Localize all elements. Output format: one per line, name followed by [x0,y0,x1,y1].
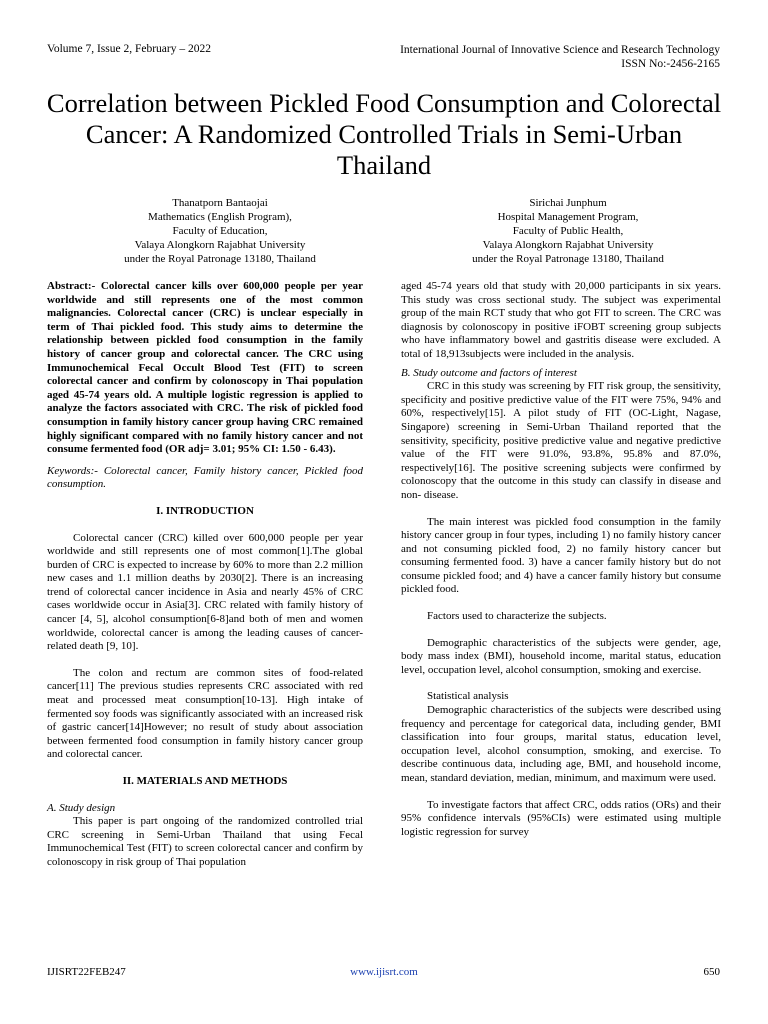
author-name: Sirichai Junphum [529,197,607,209]
investigate-paragraph: To investigate factors that affect CRC, odds ratios (ORs) and their 95% confidence intervals (95%CIs) were estimated using multiple logistic regression for survey [401,798,721,838]
author-block-1 [70,196,370,266]
author-university: Valaya Alongkorn Rajabhat University [482,239,654,251]
abstract: Abstract:- Colorectal cancer kills over 600,000 people per year worldwide and still represents one of the most common malignancies. Colorectal cancer (CRC) is unclear especially in term of Thai pickled food. This study aims to determine the relationship between pickled food consumption in the family history of cancer group and colorectal cancer. The CRC using Immunochemical Fecal Occult Blood Test (FIT) to screen colorectal cancer and confirm by colonoscopy in Thai population aged 45-74 years old. A multiple logistic regression is applied to analyze the factors associated with CRC. The risk of pickled food consumption in family history cancer group having CRC remained highly significant compared with no family history cancer and not consume fermented food (OR adj= 3.01; 95% CI: 1.50 - 6.43). [47,280,363,456]
subsection-heading-outcome: B. Study outcome and factors of interest [401,366,577,379]
intro-paragraph-2: The colon and rectum are common sites of food-related cancer[11] The previous studies represents CRC associated with red meat and processed meat consumption[10-13]. High intake of fermented soy foods was significantly associated with an increased risk of gastric cancer[14]However; no result of study about association between fermented food consumption in family history cancer group and colorectal cancer. [47,666,363,761]
author-university: Valaya Alongkorn Rajabhat University [134,239,306,251]
interest-paragraph: The main interest was pickled food consumption in the family history cancer group in four types, including 1) no family history cancer and not consuming pickled food, 2) no family history cancer but consuming fermented food. 3) have a cancer family history but do not consume pickled food; and 4) have a cancer family history but consume pickled food. [401,515,721,596]
journal-header [400,43,720,71]
subsection-heading-study-design: A. Study design [47,801,116,814]
author-name: Thanatporn Bantaojai [172,197,268,209]
statistical-analysis-label: Statistical analysis [427,690,509,703]
participants-paragraph: aged 45-74 years old that study with 20,000 participants in six years. This study was cross sectional study. The subject was experimental group of the main RCT study that who got FIT to screen. The CRC was diagnosis by colonoscopy in positive iFOBT screening group subjects who have inflammatory bowel and gastritis disease were excluded. A total of 18,913subjects were included in the analysis. [401,280,721,360]
outcome-paragraph: CRC in this study was screening by FIT risk group, the sensitivity, specificity and positive predictive value of the FIT were 75%, 94% and 60%, respectively[15]. A pilot study of FIT (OC-Light, Nagase, Singapore) screening in Semi-Urban Thailand reported that the sensitivity, specificity, positive predictive value and negative predictive value of the FIT were 91.0%, 93.8%, 95.8% and 87.0%, respectively[16]. The positive screening subjects were confirmed by colonoscopy that the outcome in this study can classify in disease and non- disease. [401,380,721,501]
section-heading-methods: II. MATERIALS AND METHODS [122,775,288,787]
study-design-paragraph: This paper is part ongoing of the randomized controlled trial CRC screening in Semi-Urban Thailand that using Fecal Immunochemical Test (FIT) to screen colorectal cancer and confirm by colonoscopy in risk group of Thai population [47,815,363,868]
factors-label: Factors used to characterize the subjects. [427,610,607,623]
paper-code: IJISRT22FEB247 [47,966,126,978]
section-heading-introduction: I. INTRODUCTION [156,504,254,517]
demographic-paragraph: Demographic characteristics of the subjects were gender, age, body mass index (BMI), household income, marital status, education level, occupation level, alcohol consumption, smoking and exercise. [401,636,721,676]
author-dept: Hospital Management Program, [497,211,639,223]
author-dept: Mathematics (English Program), [148,211,292,223]
author-faculty: Faculty of Public Health, [512,225,624,237]
paper-title: Correlation between Pickled Food Consumption and Colorectal Cancer: A Randomized Controlled Trials in Semi-Urban Thailand [46,88,722,180]
journal-name: International Journal of Innovative Science and Research Technology [400,44,720,56]
journal-link[interactable]: www.ijisrt.com [350,966,418,978]
left-column [47,280,363,870]
author-block-2 [418,196,718,266]
author-faculty: Faculty of Education, [172,225,268,237]
page-number: 650 [703,966,720,978]
right-column [401,280,721,839]
statistical-analysis-paragraph: Demographic characteristics of the subjects were described using frequency and percentage for categorical data, including gender, BMI classification into four groups, marital status, education level, occupation level, alcohol consumption, smoking, and exercise. To describe continuous data, including age, BMI, and household income, mean, standard deviation, median, minimum, and maximum were used. [401,704,721,784]
issn: ISSN No:-2456-2165 [621,58,720,70]
volume-info: Volume 7, Issue 2, February – 2022 [47,43,211,55]
intro-paragraph-1: Colorectal cancer (CRC) killed over 600,000 people per year worldwide and still represents one of most common[1].The global burden of CRC is expected to increase by 60% to more than 2.2 million new cases and 1.1 million deaths by 2030[2]. There is an increasing trend of colorectal cancer incidence in Asia and nearly 45% of CRC cases worldwide occur in Asia[3]. CRC related with family history of cancer [4, 5], alcohol consumption[6-8]and both of men and women worldwide, colorectal cancer is among the leading causes of cancer-related death [9, 10]. [47,531,363,653]
author-address: under the Royal Patronage 13180, Thailand [124,253,316,265]
author-address: under the Royal Patronage 13180, Thailand [472,253,664,265]
keywords: Keywords:- Colorectal cancer, Family history cancer, Pickled food consumption. [47,464,363,491]
